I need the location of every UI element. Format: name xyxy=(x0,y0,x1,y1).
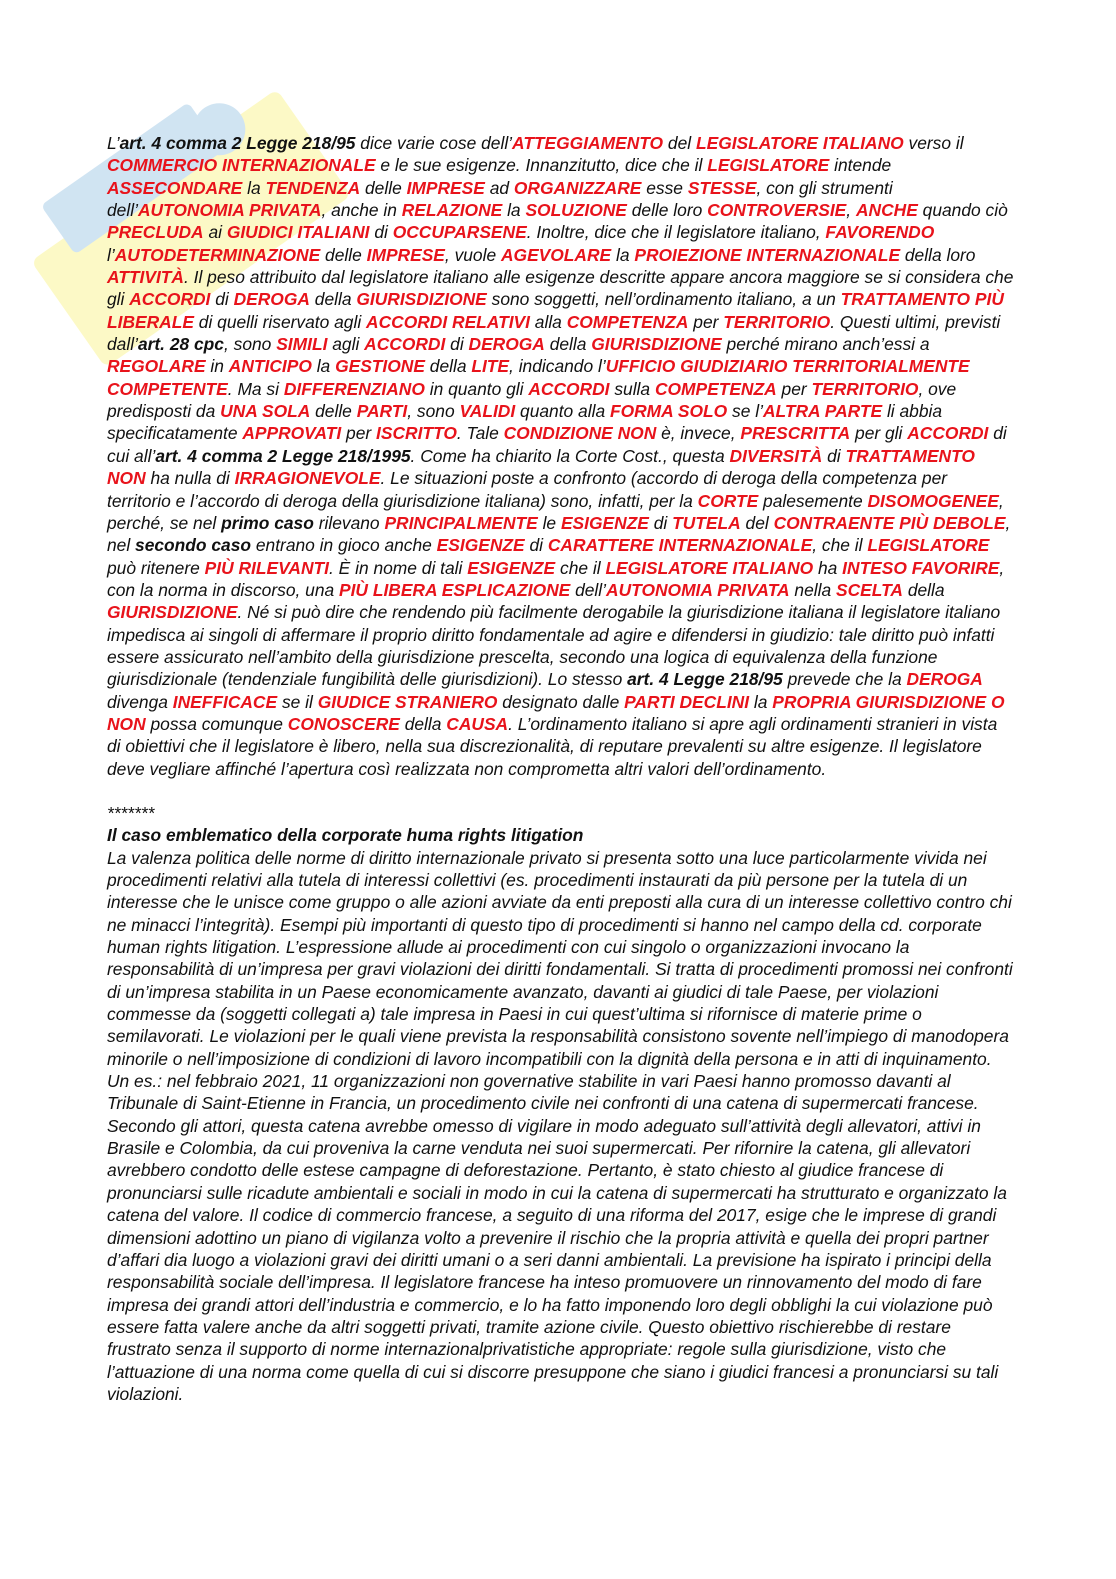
highlighted-term: TRATTAMENTO PIÙ LIBERALE xyxy=(107,289,1004,332)
text-run: della xyxy=(902,579,945,600)
highlighted-term: IMPRESE xyxy=(366,244,445,265)
text-run: rilevano xyxy=(313,512,385,533)
bold-reference: primo caso xyxy=(221,512,314,533)
bold-reference: art. 28 cpc xyxy=(137,334,224,355)
text-run: intende xyxy=(829,155,892,176)
bold-reference: secondo caso xyxy=(135,535,252,556)
highlighted-term: DISOMOGENEE xyxy=(867,490,999,511)
text-run: divenga xyxy=(107,691,173,712)
highlighted-term: ESIGENZE xyxy=(560,512,649,533)
highlighted-term: TERRITORIO xyxy=(723,311,831,332)
text-run: di xyxy=(822,445,846,466)
highlighted-term: ATTIVITÀ xyxy=(107,267,184,288)
text-run: della xyxy=(424,356,472,377)
text-run: ad xyxy=(484,177,514,198)
text-run: per xyxy=(341,423,377,444)
paragraph-corporate-litigation: La valenza politica delle norme di diritto internazionale privato si presenta sotto una luce particolarmente vivida nei procedimenti relativi alla tutela di interessi collettivi (es. procedimenti instaurati da più persone per la tutela di un interesse che le unisce come gruppo o alle azioni avviate da enti preposti alla cura di un interesse collettivo contro chi ne minacci l’integrità). Esempi più importanti di questo tipo di procedimenti si hanno nel campo della cd. corporate human rights litigation. L’espressione allude ai procedimenti con cui singolo o organizzazioni invocano la responsabilità di un’impresa per gravi violazioni dei diritti fondamentali. Si tratta di procedimenti promossi nei confronti di un’impresa stabilita in un Paese economicamente avanzato, davanti ai giudici di tale Paese, per violazioni commesse da (soggetti collegati a) tale impresa in Paesi in cui quest’ultima si rifornisce di materie prime o semilavorati. Le violazioni per le quali viene prevista la responsabilità consistono sovente nell’impiego di manodopera minorile o nell’imposizione di condizioni di lavoro incompatibili con la dignità della persona e in atti di inquinamento. Un es.: nel febbraio 2021, 11 organizzazioni non governative stabilite in vari Paesi hanno promosso davanti al Tribunale di Saint-Etienne in Francia, un procedimento civile nei confronti di una catena di supermercati francese. Secondo gli attori, questa catena avrebbe omesso di vigilare in modo adeguato sull’attività degli allevatori, attivi in Brasile e Colombia, da cui proveniva la carne venduta nei suoi supermercati. Per rifornire la catena, gli allevatori avrebbero condotto delle estese campagne di deforestazione. Pertanto, è stato chiesto al giudice francese di pronunciarsi sulle ricadute ambientali e sociali in modo in cui la catena di supermercati ha strutturato e organizzato la catena del valore. Il codice di commercio francese, a seguito di una riforma del 2017, esige che le imprese di grandi dimensioni adottino un piano di vigilanza volto a prevenire il rischio che la propria attività e quella dei propri partner d’affari dia luogo a violazioni gravi dei diritti umani o a seri danni ambientali. La previsione ha ispirato i principi della responsabilità sociale dell’impresa. Il legislatore francese ha inteso promuovere un rinnovamento del modo di fare impresa dei grandi attori dell’industria e commercio, e lo ha fatto imponendo loro degli obblighi la cui violazione può essere fatta valere anche da altri soggetti privati, tramite azione civile. Questo obiettivo rischierebbe di restare frustrato senza il supporto di norme internazionalprivatistiche appropriate: regole sulla giurisdizione, visto che l’attuazione di una norma come quella di cui si discorre presuppone che siano i giudici francesi a pronunciarsi su tali violazioni. xyxy=(107,847,1013,1404)
highlighted-term: AUTODETERMINAZIONE xyxy=(114,244,321,265)
text-run: della xyxy=(309,289,357,310)
highlighted-term: IRRAGIONEVOLE xyxy=(234,468,381,489)
highlighted-term: DEROGA xyxy=(233,289,310,310)
highlighted-term: DIVERSITÀ xyxy=(729,445,823,466)
text-run: ha nulla di xyxy=(145,468,235,489)
text-run: , indicando l’ xyxy=(509,356,606,377)
text-run: è, invece, xyxy=(656,423,741,444)
text-run: . Tale xyxy=(456,423,504,444)
highlighted-term: INEFFICACE xyxy=(172,691,278,712)
highlighted-term: VALIDI xyxy=(459,401,516,422)
text-run: , che il xyxy=(812,535,868,556)
text-run: della xyxy=(544,334,592,355)
text-run: designato dalle xyxy=(497,691,625,712)
highlighted-term: UFFICIO GIUDIZIARIO TERRITORIALMENTE COMPETENTE xyxy=(107,356,970,399)
highlighted-term: ANTICIPO xyxy=(228,356,312,377)
highlighted-term: TENDENZA xyxy=(265,177,361,198)
highlighted-term: LEGISLATORE ITALIANO xyxy=(695,133,904,153)
highlighted-term: GESTIONE xyxy=(335,356,425,377)
text-run: di xyxy=(648,512,673,533)
text-run: agli xyxy=(327,334,365,355)
highlighted-term: GIURISDIZIONE xyxy=(356,289,487,310)
text-run: in quanto gli xyxy=(424,378,529,399)
highlighted-term: CARATTERE INTERNAZIONALE xyxy=(547,535,813,556)
text-run: se l’ xyxy=(727,401,763,422)
bold-reference: art. 4 comma 2 Legge 218/95 xyxy=(119,133,356,153)
text-run: . Ma si xyxy=(227,378,284,399)
highlighted-term: CORTE xyxy=(697,490,759,511)
highlighted-term: TERRITORIO xyxy=(811,378,919,399)
highlighted-term: CAUSA xyxy=(446,713,509,734)
section-separator: ******* xyxy=(107,802,155,823)
highlighted-term: SIMILI xyxy=(276,334,328,355)
text-run: perché mirano anch’essi a xyxy=(721,334,930,355)
highlighted-term: CONDIZIONE NON xyxy=(503,423,657,444)
highlighted-term: SOLUZIONE xyxy=(525,200,627,221)
highlighted-term: SCELTA xyxy=(836,579,903,600)
highlighted-term: STESSE xyxy=(687,177,757,198)
highlighted-term: LITE xyxy=(471,356,510,377)
text-run: di cui all’ xyxy=(107,423,1007,466)
text-run: la xyxy=(242,177,266,198)
text-run: . L’ordinamento italiano si apre agli ordinamenti stranieri in vista di obiettivi che il legislatore è libero, nella sua discrezionalità, di reputare prevalenti su altre esigenze. Il legislatore deve vegliare affinché l’apertura così realizzata non comprometta altri valori dell’ordinamento. xyxy=(107,713,998,779)
text-run: delle xyxy=(310,401,357,422)
text-run: , ove predisposti da xyxy=(107,378,957,422)
highlighted-term: ESIGENZE xyxy=(436,535,525,556)
text-run: la xyxy=(502,200,526,221)
text-run: la xyxy=(611,244,635,265)
text-run: delle xyxy=(320,244,367,265)
highlighted-term: TRATTAMENTO NON xyxy=(107,445,975,489)
highlighted-term: AUTONOMIA PRIVATA xyxy=(606,579,790,600)
highlighted-term: TUTELA xyxy=(672,512,741,533)
highlighted-term: REGOLARE xyxy=(107,356,206,377)
highlighted-term: GIURISDIZIONE xyxy=(591,334,722,355)
document-body xyxy=(107,132,1015,1405)
highlighted-term: APPROVATI xyxy=(242,423,342,444)
paragraph-deroga-giurisdizione xyxy=(107,132,1015,780)
text-run: l’ xyxy=(107,244,115,265)
highlighted-term: PRECLUDA xyxy=(107,222,204,243)
text-run: entrano in gioco anche xyxy=(251,535,437,556)
highlighted-term: PRINCIPALMENTE xyxy=(384,512,538,533)
text-run: . Né si può dire che rendendo più facilmente derogabile la giurisdizione italiana il legislatore italiano impedisca ai singoli di affermare il proprio diritto fondamentale ad agire e difendersi in giudizio: tale diritto può infatti essere assicurato nell’ambito della giurisdizione prescelta, secondo una logica di equivalenza della funzione giurisdizionale (tendenziale fungibilità delle giurisdizioni). Lo stesso xyxy=(107,602,1001,690)
text-run: nella xyxy=(789,579,836,600)
highlighted-term: ASSECONDARE xyxy=(107,177,243,198)
highlighted-term: PARTI xyxy=(356,401,408,422)
text-run: di xyxy=(445,334,469,355)
highlighted-term: DEROGA xyxy=(906,669,983,690)
text-run: . Il peso attribuito dal legislatore italiano alle esigenze descritte appare ancora maggiore se si considera che gli xyxy=(107,267,1014,310)
highlighted-term: PROPRIA GIURISDIZIONE O NON xyxy=(107,691,1005,734)
highlighted-term: ACCORDI xyxy=(907,423,989,444)
text-run: per gli xyxy=(850,423,908,444)
text-run: in xyxy=(205,356,229,377)
text-run: , con gli strumenti dell’ xyxy=(107,177,893,221)
text-run: delle loro xyxy=(626,200,708,221)
highlighted-term: ATTEGGIAMENTO xyxy=(512,133,664,153)
highlighted-term: ESIGENZE xyxy=(467,557,556,578)
text-run: . Questi ultimi, previsti dall’ xyxy=(107,311,1001,355)
highlighted-term: ACCORDI RELATIVI xyxy=(366,311,530,332)
highlighted-term: CONOSCERE xyxy=(287,713,400,734)
text-run: di xyxy=(210,289,234,310)
text-run: delle xyxy=(360,177,407,198)
highlighted-term: GIUDICE STRANIERO xyxy=(317,691,498,712)
text-run: , sono xyxy=(223,334,277,355)
text-run: che il xyxy=(555,557,606,578)
text-run: , vuole xyxy=(444,244,501,265)
highlighted-term: DIFFERENZIANO xyxy=(283,378,425,399)
text-run: L’ xyxy=(107,133,120,153)
highlighted-term: COMMERCIO INTERNAZIONALE xyxy=(107,155,376,176)
text-run: , con la norma in discorso, una xyxy=(107,557,1005,600)
text-run: , sono xyxy=(407,401,460,422)
text-run: ha xyxy=(813,557,843,578)
text-run: , anche in xyxy=(321,200,402,221)
highlighted-term: DEROGA xyxy=(468,334,545,355)
text-run: dice varie cose dell’ xyxy=(355,133,513,153)
highlighted-term: CONTRAENTE PIÙ DEBOLE xyxy=(773,512,1006,533)
highlighted-term: UNA SOLA xyxy=(220,401,311,422)
highlighted-term: RELAZIONE xyxy=(401,200,503,221)
text-run: , xyxy=(846,200,856,221)
highlighted-term: GIURISDIZIONE xyxy=(107,602,238,623)
text-run: sono soggetti, nell’ordinamento italiano, a un xyxy=(486,289,841,310)
highlighted-term: COMPETENZA xyxy=(654,378,777,399)
text-run: palesemente xyxy=(758,490,868,511)
highlighted-term: ORGANIZZARE xyxy=(513,177,642,198)
highlighted-term: LEGISLATORE ITALIANO xyxy=(605,557,814,578)
text-run: prevede che la xyxy=(782,669,907,690)
highlighted-term: CONTROVERSIE xyxy=(707,200,847,221)
highlighted-term: ALTRA PARTE xyxy=(762,401,883,422)
section-heading: Il caso emblematico della corporate huma rights litigation xyxy=(107,825,584,846)
text-run: le xyxy=(537,512,561,533)
highlighted-term: PARTI DECLINI xyxy=(624,691,750,712)
highlighted-term: INTESO FAVORIRE xyxy=(842,557,1000,578)
text-run: quando ciò xyxy=(917,200,1008,221)
text-run: se il xyxy=(277,691,318,712)
text-run: di xyxy=(369,222,393,243)
text-run: del xyxy=(740,512,774,533)
text-run: per xyxy=(776,378,812,399)
bold-reference: art. 4 Legge 218/95 xyxy=(627,669,783,690)
highlighted-term: ACCORDI xyxy=(528,378,610,399)
text-run: esse xyxy=(641,177,688,198)
highlighted-term: PROIEZIONE INTERNAZIONALE xyxy=(634,244,901,265)
highlighted-term: OCCUPARSENE xyxy=(392,222,527,243)
text-run: , perché, se nel xyxy=(107,490,1004,533)
highlighted-term: AGEVOLARE xyxy=(500,244,612,265)
text-run: può ritenere xyxy=(107,557,205,578)
text-run: li abbia specificatamente xyxy=(107,401,943,444)
text-run: ai xyxy=(203,222,227,243)
text-run: . Le situazioni poste a confronto (accordo di deroga della competenza per territorio e l’accordo di deroga della giurisdizione italiana) sono, infatti, per la xyxy=(107,468,948,511)
highlighted-term: FORMA SOLO xyxy=(609,401,728,422)
highlighted-term: ANCHE xyxy=(855,200,918,221)
highlighted-term: GIUDICI ITALIANI xyxy=(226,222,370,243)
highlighted-term: ACCORDI xyxy=(129,289,211,310)
text-run: sulla xyxy=(609,378,655,399)
text-run: di quelli riservato agli xyxy=(193,311,367,332)
text-run: e le sue esigenze. Innanzitutto, dice che il xyxy=(375,155,708,176)
text-run: dell’ xyxy=(570,579,607,600)
highlighted-term: PIÙ RILEVANTI xyxy=(204,557,329,578)
text-run: . Come ha chiarito la Corte Cost., questa xyxy=(410,445,730,466)
highlighted-term: ISCRITTO xyxy=(376,423,457,444)
highlighted-term: FAVORENDO xyxy=(825,222,935,243)
text-run: la xyxy=(311,356,336,377)
text-run: , nel xyxy=(107,512,1011,556)
bold-reference: art. 4 comma 2 Legge 218/1995 xyxy=(155,445,411,466)
text-run: di xyxy=(524,535,548,556)
highlighted-term: ACCORDI xyxy=(364,334,446,355)
text-run: . È in nome di tali xyxy=(328,557,468,578)
highlighted-term: LEGISLATORE xyxy=(707,155,830,176)
text-run: della xyxy=(399,713,447,734)
text-run: verso il xyxy=(903,133,964,153)
text-run: del xyxy=(663,133,696,153)
text-run: per xyxy=(688,311,724,332)
highlighted-term: AUTONOMIA PRIVATA xyxy=(137,200,322,221)
highlighted-term: PIÙ LIBERA ESPLICAZIONE xyxy=(339,579,571,600)
highlighted-term: COMPETENZA xyxy=(566,311,689,332)
highlighted-term: IMPRESE xyxy=(406,177,485,198)
text-run: . Inoltre, dice che il legislatore italiano, xyxy=(526,222,826,243)
highlighted-term: LEGISLATORE xyxy=(867,535,990,556)
text-run: quanto alla xyxy=(515,401,610,422)
text-run: la xyxy=(749,691,773,712)
text-run: possa comunque xyxy=(145,713,288,734)
text-run: della loro xyxy=(900,244,976,265)
highlighted-term: PRESCRITTA xyxy=(740,423,851,444)
text-run: alla xyxy=(529,311,567,332)
